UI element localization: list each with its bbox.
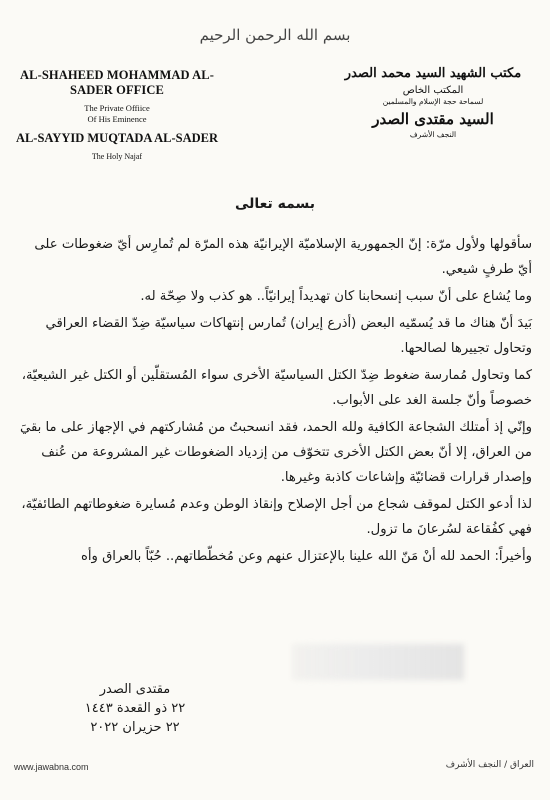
english-city: The Holy Najaf [91, 152, 143, 161]
paragraph-4: كما وتحاول مُمارسة ضغوط ضِدّ الكتل السياسيّة الأخرى سواء المُستقلّين أو الكتل غير الشيعيّة، خصوصاً وأنّ جلسة الغد على الأبواب. [21, 368, 532, 408]
watermark-blur [292, 644, 464, 680]
signature-name: مقتدى الصدر [99, 682, 171, 697]
arabic-private-office: المكتب الخاص [402, 85, 464, 96]
english-sayyid-name: AL-SAYYID MUQTADA AL-SADER [15, 131, 219, 145]
basmala: بسم الله الرحمن الرحيم [199, 26, 351, 44]
gregorian-date: ٢٢ حزيران ٢٠٢٢ [90, 720, 180, 735]
paragraph-3: بَيدَ أنّ هناك ما قد يُسمّيه البعض (أذرع إيران) تُمارس إنتهاكات سياسيّة ضِدّ القضاء العراقي وتحاول تجييرها لصالحها. [45, 316, 532, 356]
letter-body [18, 232, 532, 571]
paragraph-6: لذا أدعو الكتل لموقف شجاع من أجل الإصلاح وإنقاذ الوطن وعدم مُسايرة ضغوطاتهم الطائفيّة، فهي كفُقاعة لسُرعانَ ما تزول. [21, 497, 532, 537]
arabic-honorific: لسماحة حجة الإسلام والمسلمين [382, 97, 484, 106]
arabic-sayyid-name: السيد مقتدى الصدر [372, 110, 494, 128]
english-of-eminence: Of His Eminence [87, 114, 147, 124]
arabic-office-name: مكتب الشهيد السيد محمد الصدر [344, 66, 522, 81]
signature-block [70, 680, 200, 737]
hijri-date: ٢٢ ذو القعدة ١٤٤٣ [84, 701, 186, 716]
document-title: بسمه تعالى [234, 196, 316, 212]
paragraph-1: سأقولها ولأول مرّة: إنّ الجمهورية الإسلاميّة الإيرانيّة هذه المرّة لم تُمارِس أيّ ضغوطات على أيّ طرفٍ شيعي. [34, 237, 532, 277]
paragraph-7: وأخيراً: الحمد لله أنْ مَنّ الله علينا بالإعتزال عنهم وعن مُخطّطاتهم.. حُبّاً بالعراق وأه [80, 549, 532, 564]
arabic-letterhead [328, 66, 538, 139]
english-private-office: The Private Offiice [84, 103, 150, 113]
english-office-name: AL-SHAHEED MOHAMMAD AL-SADER OFFICE [20, 68, 214, 97]
paragraph-2: وما يُشاع على أنّ سبب إنسحابنا كان تهديداً إيرانيّاً.. هو كذب ولا صِحّة له. [140, 289, 532, 304]
paragraph-5: وإنّي إذ أمتلك الشجاعة الكافية ولله الحمد، فقد انسحبتُ من مُشاركتهم في الإجهاز على ما بقيَ من العراق، إلا أنّ بعض الكتل الأخرى تتخوّف من إزدياد الضغوطات غير المشروعة من عُنف وإصدار قرارات قضائيّة وإشاعات كاذبة وغيرها. [20, 420, 532, 485]
footer-location: العراق / النجف الأشرف [445, 760, 534, 770]
footer-url: www.jawabna.com [14, 762, 89, 772]
english-letterhead [12, 68, 222, 161]
arabic-city: النجف الأشرف [409, 130, 457, 139]
